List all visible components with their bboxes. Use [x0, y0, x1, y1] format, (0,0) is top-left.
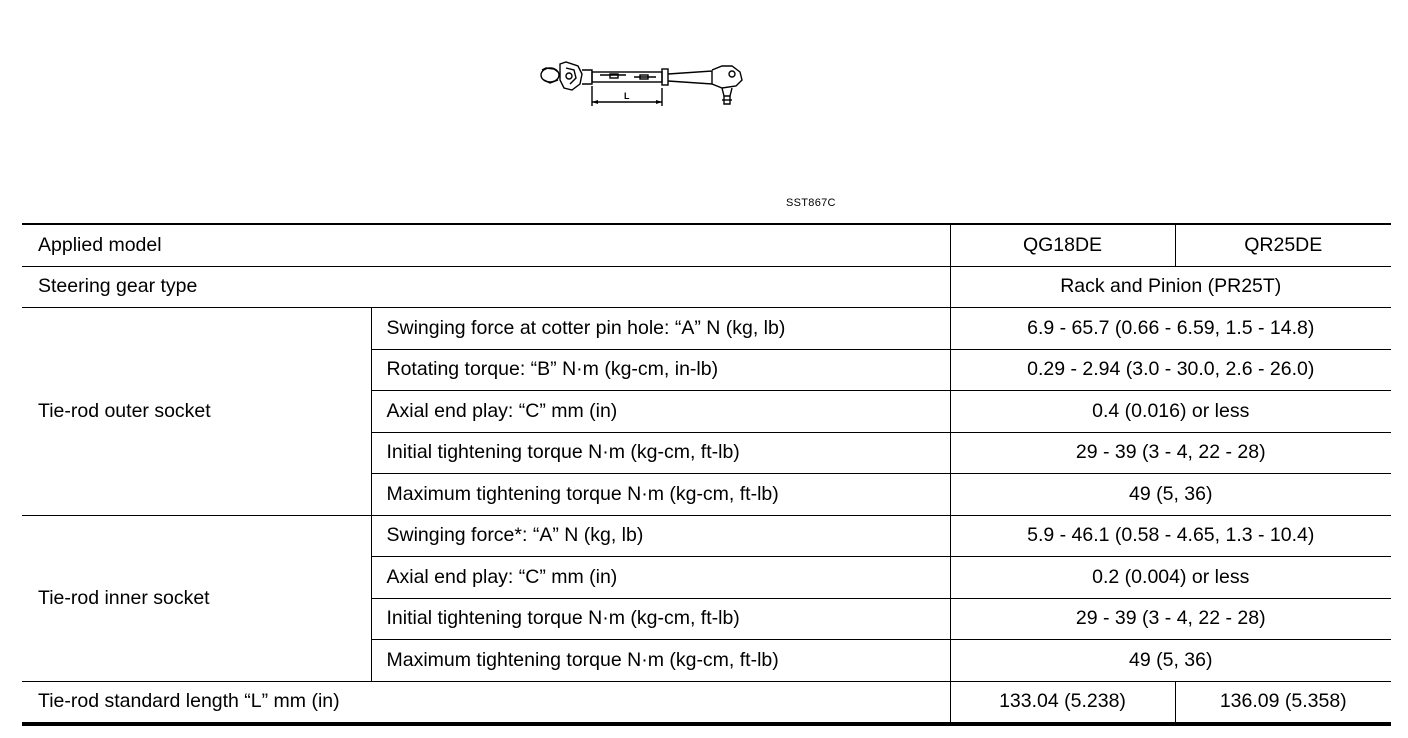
- inner-value: 49 (5, 36): [950, 640, 1391, 682]
- inner-value: 0.2 (0.004) or less: [950, 557, 1391, 599]
- inner-socket-label: Tie-rod inner socket: [22, 515, 371, 681]
- outer-value: 0.29 - 2.94 (3.0 - 30.0, 2.6 - 26.0): [950, 349, 1391, 391]
- outer-value: 49 (5, 36): [950, 474, 1391, 516]
- figure-caption: SST867C: [786, 197, 836, 209]
- outer-param: Initial tightening torque N·m (kg-cm, ft-lb): [371, 432, 950, 474]
- outer-param: Swinging force at cotter pin hole: “A” N (kg, lb): [371, 308, 950, 350]
- table-row: [22, 515, 1391, 557]
- outer-value: 29 - 39 (3 - 4, 22 - 28): [950, 432, 1391, 474]
- standard-length-qr25de: 136.09 (5.358): [1175, 681, 1391, 724]
- model-qg18de: QG18DE: [950, 224, 1175, 266]
- inner-param: Initial tightening torque N·m (kg-cm, ft-lb): [371, 598, 950, 640]
- outer-socket-label: Tie-rod outer socket: [22, 308, 371, 516]
- gear-type-label: Steering gear type: [22, 266, 950, 308]
- standard-length-qg18de: 133.04 (5.238): [950, 681, 1175, 724]
- tie-rod-spec-table: [22, 223, 1391, 726]
- dimension-label-l: L: [624, 91, 630, 101]
- tie-rod-illustration: [536, 56, 756, 116]
- inner-param: Axial end play: “C” mm (in): [371, 557, 950, 599]
- gear-type-row: [22, 266, 1391, 308]
- outer-param: Axial end play: “C” mm (in): [371, 391, 950, 433]
- applied-model-label: Applied model: [22, 224, 950, 266]
- inner-param: Swinging force*: “A” N (kg, lb): [371, 515, 950, 557]
- table-row: [22, 308, 1391, 350]
- outer-param: Maximum tightening torque N·m (kg-cm, ft-lb): [371, 474, 950, 516]
- outer-param: Rotating torque: “B” N·m (kg-cm, in-lb): [371, 349, 950, 391]
- standard-length-row: [22, 681, 1391, 724]
- outer-value: 0.4 (0.016) or less: [950, 391, 1391, 433]
- inner-value: 5.9 - 46.1 (0.58 - 4.65, 1.3 - 10.4): [950, 515, 1391, 557]
- header-row: [22, 224, 1391, 266]
- gear-type-value: Rack and Pinion (PR25T): [950, 266, 1391, 308]
- inner-param: Maximum tightening torque N·m (kg-cm, ft-lb): [371, 640, 950, 682]
- outer-value: 6.9 - 65.7 (0.66 - 6.59, 1.5 - 14.8): [950, 308, 1391, 350]
- inner-value: 29 - 39 (3 - 4, 22 - 28): [950, 598, 1391, 640]
- standard-length-label: Tie-rod standard length “L” mm (in): [22, 681, 950, 724]
- model-qr25de: QR25DE: [1175, 224, 1391, 266]
